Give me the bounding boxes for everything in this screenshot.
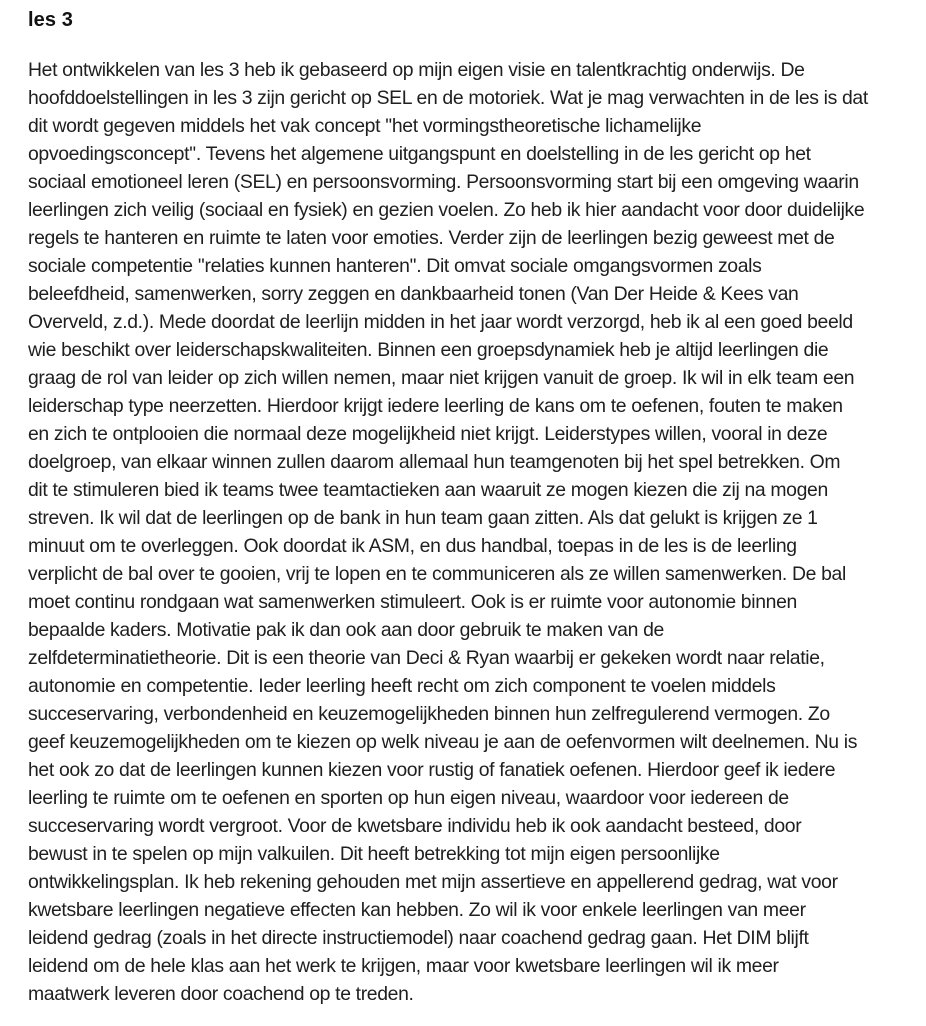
text-line: moet continu rondgaan wat samenwerken stimuleert. Ook is er ruimte voor autonomie binnen (28, 591, 797, 613)
paragraph (28, 56, 900, 1008)
text-line: hoofddoelstellingen in les 3 zijn gericht op SEL en de motoriek. Wat je mag verwachten in de les is dat (28, 87, 868, 109)
text-line: succeservaring, verbondenheid en keuzemogelijkheden binnen hun zelfregulerend vermogen. Zo (28, 703, 830, 725)
text-line: opvoedingsconcept''. Tevens het algemene uitgangspunt en doelstelling in de les gericht op het (28, 143, 811, 165)
text-line: minuut om te overleggen. Ook doordat ik ASM, en dus handbal, toepas in de les is de leerling (28, 535, 797, 557)
text-line: wie beschikt over leiderschapskwaliteiten. Binnen een groepsdynamiek heb je altijd leerlingen die (28, 339, 829, 361)
text-line: graag de rol van leider op zich willen nemen, maar niet krijgen vanuit de groep. Ik wil in elk team een (28, 367, 855, 389)
text-line: dit te stimuleren bied ik teams twee teamtactieken aan waaruit ze mogen kiezen die zij na mogen (28, 479, 828, 501)
text-line: leidend om de hele klas aan het werk te krijgen, maar voor kwetsbare leerlingen wil ik meer (28, 955, 779, 977)
text-line: ontwikkelingsplan. Ik heb rekening gehouden met mijn assertieve en appellerend gedrag, wat voor (28, 871, 838, 893)
text-line: doelgroep, van elkaar winnen zullen daarom allemaal hun teamgenoten bij het spel betrekken. Om (28, 451, 841, 473)
text-line: beleefdheid, samenwerken, sorry zeggen en dankbaarheid tonen (Van Der Heide & Kees van (28, 283, 799, 305)
text-line: Het ontwikkelen van les 3 heb ik gebaseerd op mijn eigen visie en talentkrachtig onderwijs. De (28, 59, 805, 81)
text-line: leidend gedrag (zoals in het directe instructiemodel) naar coachend gedrag gaan. Het DIM blijft (28, 927, 809, 949)
text-line: zelfdeterminatietheorie. Dit is een theorie van Deci & Ryan waarbij er gekeken wordt naar relatie, (28, 647, 825, 669)
text-line: streven. Ik wil dat de leerlingen op de bank in hun team gaan zitten. Als dat gelukt is krijgen ze 1 (28, 507, 818, 529)
text-line: verplicht de bal over te gooien, vrij te lopen en te communiceren als ze willen samenwerken. De bal (28, 563, 846, 585)
text-line: maatwerk leveren door coachend op te treden. (28, 983, 414, 1005)
text-line: geef keuzemogelijkheden om te kiezen op welk niveau je aan de oefenvormen wilt deelnemen. Nu is (28, 731, 858, 753)
text-line: leiderschap type neerzetten. Hierdoor krijgt iedere leerling de kans om te oefenen, fouten te maken (28, 395, 843, 417)
text-line: bepaalde kaders. Motivatie pak ik dan ook aan door gebruik te maken van de (28, 619, 664, 641)
text-line: bewust in te spelen op mijn valkuilen. Dit heeft betrekking tot mijn eigen persoonlijke (28, 843, 720, 865)
text-line: het ook zo dat de leerlingen kunnen kiezen voor rustig of fanatiek oefenen. Hierdoor geef ik iedere (28, 759, 836, 781)
text-line: autonomie en competentie. Ieder leerling heeft recht om zich component te voelen middels (28, 675, 776, 697)
text-line: regels te hanteren en ruimte te laten voor emoties. Verder zijn de leerlingen bezig geweest met de (28, 227, 835, 249)
text-line: Overveld, z.d.). Mede doordat de leerlijn midden in het jaar wordt verzorgd, heb ik al een goed beeld (28, 311, 853, 333)
text-line: en zich te ontplooien die normaal deze mogelijkheid niet krijgt. Leiderstypes willen, vooral in deze (28, 423, 828, 445)
text-line: leerling te ruimte om te oefenen en sporten op hun eigen niveau, waardoor voor iedereen de (28, 787, 789, 809)
text-line: sociale competentie ''relaties kunnen hanteren''. Dit omvat sociale omgangsvormen zoals (28, 255, 762, 277)
text-line: kwetsbare leerlingen negatieve effecten kan hebben. Zo wil ik voor enkele leerlingen van meer (28, 899, 806, 921)
page-title: les 3 (28, 9, 73, 31)
text-line: succeservaring wordt vergroot. Voor de kwetsbare individu heb ik ook aandacht besteed, door (28, 815, 802, 837)
text-line: sociaal emotioneel leren (SEL) en persoonsvorming. Persoonsvorming start bij een omgeving waarin (28, 171, 859, 193)
text-line: leerlingen zich veilig (sociaal en fysiek) en gezien voelen. Zo heb ik hier aandacht voor door duidelijke (28, 199, 865, 221)
text-line: dit wordt gegeven middels het vak concept ''het vormingstheoretische lichamelijke (28, 115, 702, 137)
